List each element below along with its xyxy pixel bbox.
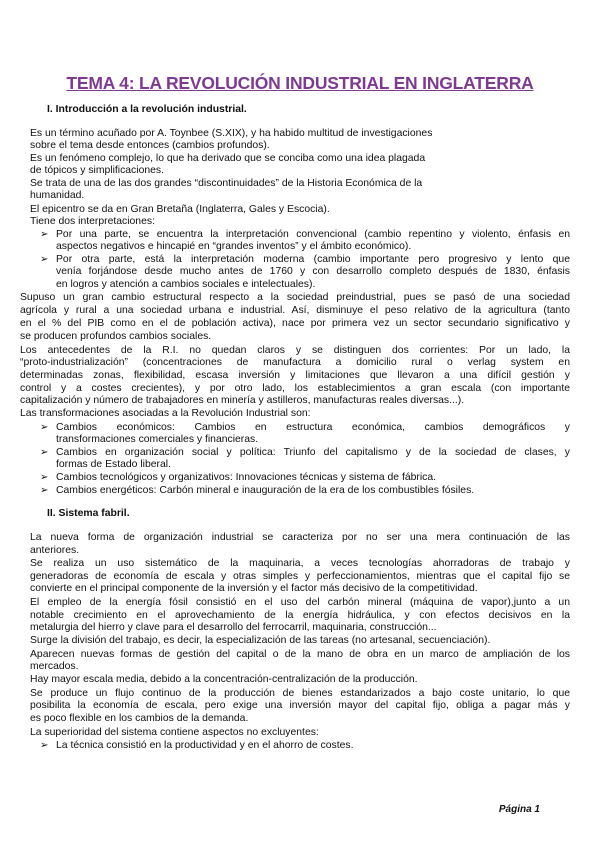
bullet-line: Cambios en organización social y política: Triunfo del capitalismo y de la sociedad de clases, y — [56, 447, 570, 458]
page-number: Página 1 — [498, 804, 540, 815]
text-line: Las transformaciones asociadas a la Revolución Industrial son: — [20, 408, 311, 419]
text-line: mercados. — [30, 661, 79, 672]
arrow-bullet-icon: ➢ — [40, 254, 49, 265]
text-line: en el % del PIB como en el de población activa), nace por primera vez un sector secundario significativo y — [20, 318, 570, 329]
text-line: convierte en el principal componente de la inversión y el factor más decisivo de la competitividad. — [30, 583, 478, 594]
text-line: Supuso un gran cambio estructural respecto a la sociedad preindustrial, pues se pasó de una sociedad — [20, 292, 570, 303]
text-line: La nueva forma de organización industrial se caracteriza por no ser una mera continuación de las — [30, 532, 570, 543]
document-title: TEMA 4: LA REVOLUCIÓN INDUSTRIAL EN INGLATERRA — [66, 73, 534, 93]
text-line: anteriores. — [30, 545, 80, 556]
bullet-line: Por otra parte, está la interpretación moderna (cambio importante pero progresivo y lento que — [56, 254, 570, 265]
text-line: La superioridad del sistema contiene aspectos no excluyentes: — [30, 727, 319, 738]
arrow-bullet-icon: ➢ — [40, 447, 49, 458]
text-line: Hay mayor escala media, debido a la concentración-centralización de la producción. — [30, 674, 418, 685]
text-line: generadoras de economía de escala y otras simples y perfeccionamientos, mientras que el capital fijo se — [30, 571, 570, 582]
text-line: Es un término acuñado por A. Toynbee (S.XIX), y ha habido multitud de investigaciones — [30, 128, 433, 139]
section1-heading: I. Introducción a la revolución industrial. — [47, 104, 247, 115]
text-line: Surge la división del trabajo, es decir, la especialización de las tareas (no artesanal, secuenciación). — [30, 635, 491, 646]
text-line: Se realiza un uso sistemático de la maquinaria, a veces tecnologías ahorradoras de trabajo y — [30, 558, 570, 569]
text-line: Aparecen nuevas formas de gestión del capital o de la mano de obra en un marco de ampliación de los — [30, 649, 570, 660]
arrow-bullet-icon: ➢ — [40, 740, 49, 751]
text-line: es poco flexible en los cambios de la demanda. — [30, 713, 249, 724]
text-line: El epicentro se da en Gran Bretaña (Inglaterra, Gales y Escocia). — [30, 204, 330, 215]
bullet-line: formas de Estado liberal. — [56, 459, 171, 470]
bullet-line: en logros y atención a cambios sociales e intelectuales). — [56, 279, 316, 290]
text-line: metalurgia del hierro y clave para el desarrollo del ferrocarril, maquinaria, construcción... — [30, 622, 437, 633]
bullet-line: Por una parte, se encuentra la interpretación convencional (cambio repentino y violento, énfasis en — [56, 229, 570, 240]
text-line: Tiene dos interpretaciones: — [30, 216, 155, 227]
bullet-line: La técnica consistió en la productividad y en el ahorro de costes. — [56, 740, 354, 751]
arrow-bullet-icon: ➢ — [40, 422, 49, 433]
bullet-line: transformaciones comerciales y financieras. — [56, 434, 259, 445]
text-line: Es un fenómeno complejo, lo que ha derivado que se conciba como una idea plagada — [30, 153, 426, 164]
text-line: humanidad. — [30, 190, 85, 201]
bullet-line: Cambios económicos: Cambios en estructura económica, cambios demográficos y — [56, 422, 570, 433]
text-line: se producen profundos cambios sociales. — [20, 331, 212, 342]
text-line: agrícola y rural a una sociedad urbana e industrial. Así, disminuye el peso relativo de la agricultura (tanto — [20, 305, 570, 316]
bullet-line: Cambios tecnológicos y organizativos: Innovaciones técnicas y sistema de fábrica. — [56, 472, 437, 483]
text-line: Los antecedentes de la R.I. no quedan claros y se distinguen dos corrientes: Por un lado, la — [20, 345, 570, 356]
bullet-line: aspectos negativos e hincapié en “grandes inventos” y el ámbito económico). — [56, 241, 412, 252]
text-line: sobre el tema desde entonces (cambios profundos). — [30, 140, 270, 151]
text-line: Se trata de una de las dos grandes “discontinuidades” de la Historia Económica de la — [30, 178, 423, 189]
arrow-bullet-icon: ➢ — [40, 485, 49, 496]
text-line: capitalización y número de trabajadores en minería y astilleros, manufacturas reales diversas...). — [20, 395, 465, 406]
text-line: Se produce un flujo continuo de la producción de bienes estandarizados a bajo coste unitario, lo que — [30, 688, 570, 699]
text-line: determinadas zonas, flexibilidad, escasa inversión y limitaciones que llevaron a una difícil gestión y — [20, 370, 570, 381]
arrow-bullet-icon: ➢ — [40, 472, 49, 483]
text-line: de tópicos y simplificaciones. — [30, 165, 164, 176]
text-line: notable crecimiento en el aprovechamiento de la energía hidráulica, y con efectos decisivos en la — [30, 610, 570, 621]
text-line: El empleo de la energía fósil consistió en el uso del carbón mineral (máquina de vapor),junto a un — [30, 597, 570, 608]
text-line: posibilita la economía de escala, pero exige una inversión mayor del capital fijo, obliga a pagar más y — [30, 700, 570, 711]
bullet-line: Cambios energéticos: Carbón mineral e inauguración de la era de los combustibles fósiles. — [56, 485, 475, 496]
text-line: “proto-industrialización” (concentraciones de manufactura a domicilio rural o verlag system en — [20, 357, 570, 368]
text-line: control y a costes crecientes), y por otro lado, los establecimientos a gran escala (con importante — [20, 383, 570, 394]
section2-heading: II. Sistema fabril. — [47, 508, 130, 519]
arrow-bullet-icon: ➢ — [40, 229, 49, 240]
bullet-line: venía forjándose desde mucho antes de 1760 y con desarrollo completo después de 1830, énfasis — [56, 266, 570, 277]
